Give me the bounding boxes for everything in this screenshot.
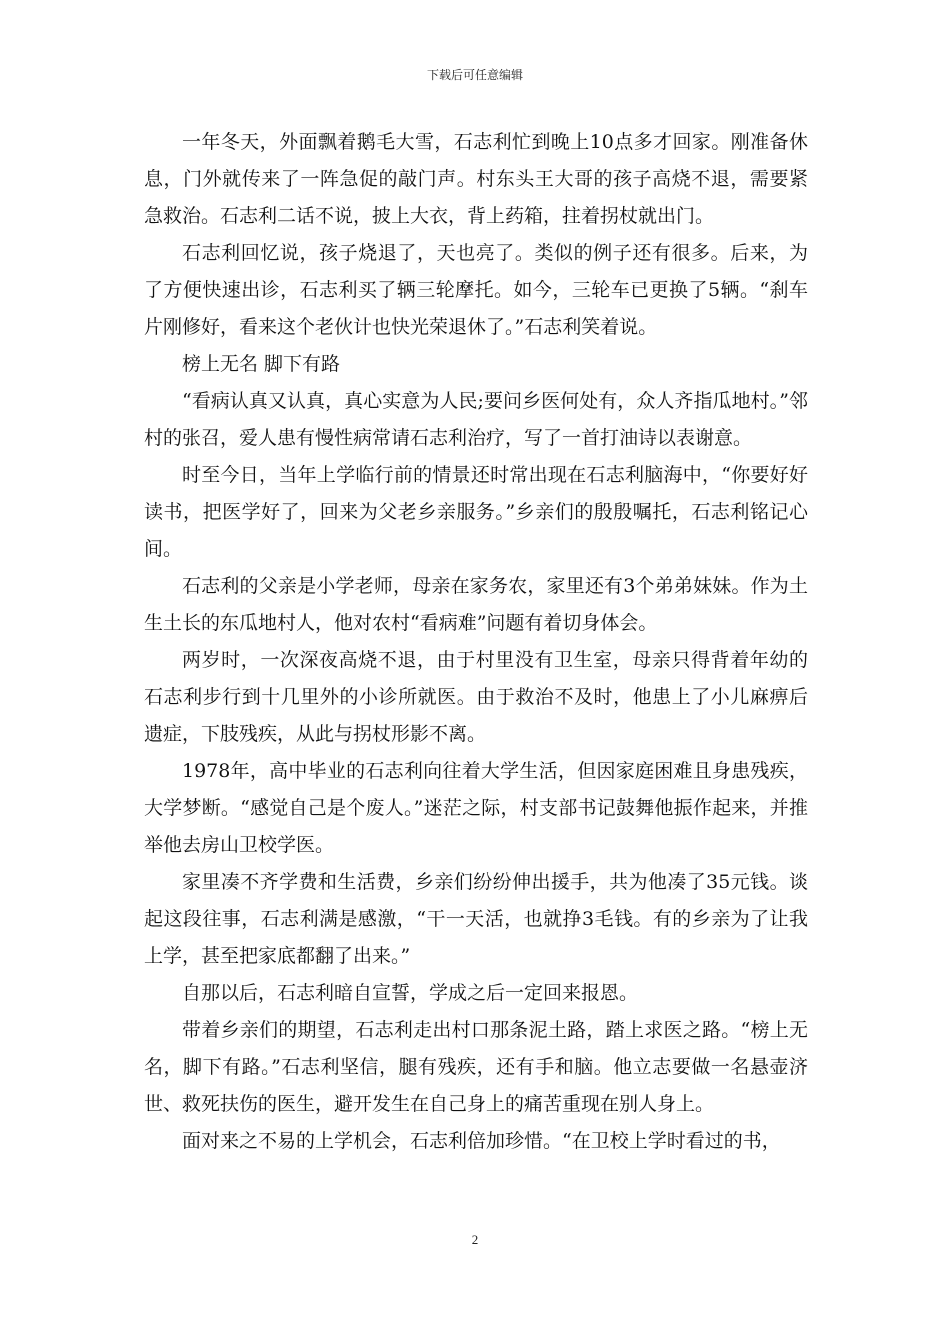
- paragraph: 石志利的父亲是小学老师，母亲在家务农，家里还有3个弟弟妹妹。作为土生土长的东瓜地村人，他对农村“看病难”问题有着切身体会。: [144, 575, 808, 634]
- paragraph: 石志利回忆说，孩子烧退了，天也亮了。类似的例子还有很多。后来，为了方便快速出诊，石志利买了辆三轮摩托。如今，三轮车已更换了5辆。“刹车片刚修好，看来这个老伙计也快光荣退休了。”石志利笑着说。: [144, 242, 808, 338]
- paragraph: 面对来之不易的上学机会，石志利倍加珍惜。“在卫校上学时看过的书，: [182, 1130, 781, 1152]
- paragraph: “看病认真又认真，真心实意为人民;要问乡医何处有，众人齐指瓜地村。”邻村的张召，爱人患有慢性病常请石志利治疗，写了一首打油诗以表谢意。: [144, 390, 808, 449]
- paragraph: 1978年，高中毕业的石志利向往着大学生活，但因家庭困难且身患残疾，大学梦断。“感觉自己是个废人。”迷茫之际，村支部书记鼓舞他振作起来，并推举他去房山卫校学医。: [144, 760, 808, 856]
- document-body: [144, 124, 808, 1160]
- paragraph: 家里凑不齐学费和生活费，乡亲们纷纷伸出援手，共为他凑了35元钱。谈起这段往事，石志利满是感激，“干一天活，也就挣3毛钱。有的乡亲为了让我上学，甚至把家底都翻了出来。”: [144, 871, 808, 967]
- section-heading: 榜上无名 脚下有路: [182, 353, 341, 375]
- paragraph: 两岁时，一次深夜高烧不退，由于村里没有卫生室，母亲只得背着年幼的石志利步行到十几里外的小诊所就医。由于救治不及时，他患上了小儿麻痹后遗症，下肢残疾，从此与拐杖形影不离。: [144, 649, 808, 745]
- page-number: 2: [471, 1232, 479, 1247]
- paragraph: 一年冬天，外面飘着鹅毛大雪，石志利忙到晚上10点多才回家。刚准备休息，门外就传来了一阵急促的敲门声。村东头王大哥的孩子高烧不退，需要紧急救治。石志利二话不说，披上大衣，背上药箱，拄着拐杖就出门。: [144, 131, 808, 227]
- paragraph: 时至今日，当年上学临行前的情景还时常出现在石志利脑海中，“你要好好读书，把医学好了，回来为父老乡亲服务。”乡亲们的殷殷嘱托，石志利铭记心间。: [144, 464, 808, 560]
- page-header: 下载后可任意编辑: [426, 68, 523, 82]
- paragraph: 带着乡亲们的期望，石志利走出村口那条泥土路，踏上求医之路。“榜上无名，脚下有路。”石志利坚信，腿有残疾，还有手和脑。他立志要做一名悬壶济世、救死扶伤的医生，避开发生在自己身上的痛苦重现在别人身上。: [144, 1019, 808, 1115]
- paragraph: 自那以后，石志利暗自宣誓，学成之后一定回来报恩。: [182, 982, 639, 1004]
